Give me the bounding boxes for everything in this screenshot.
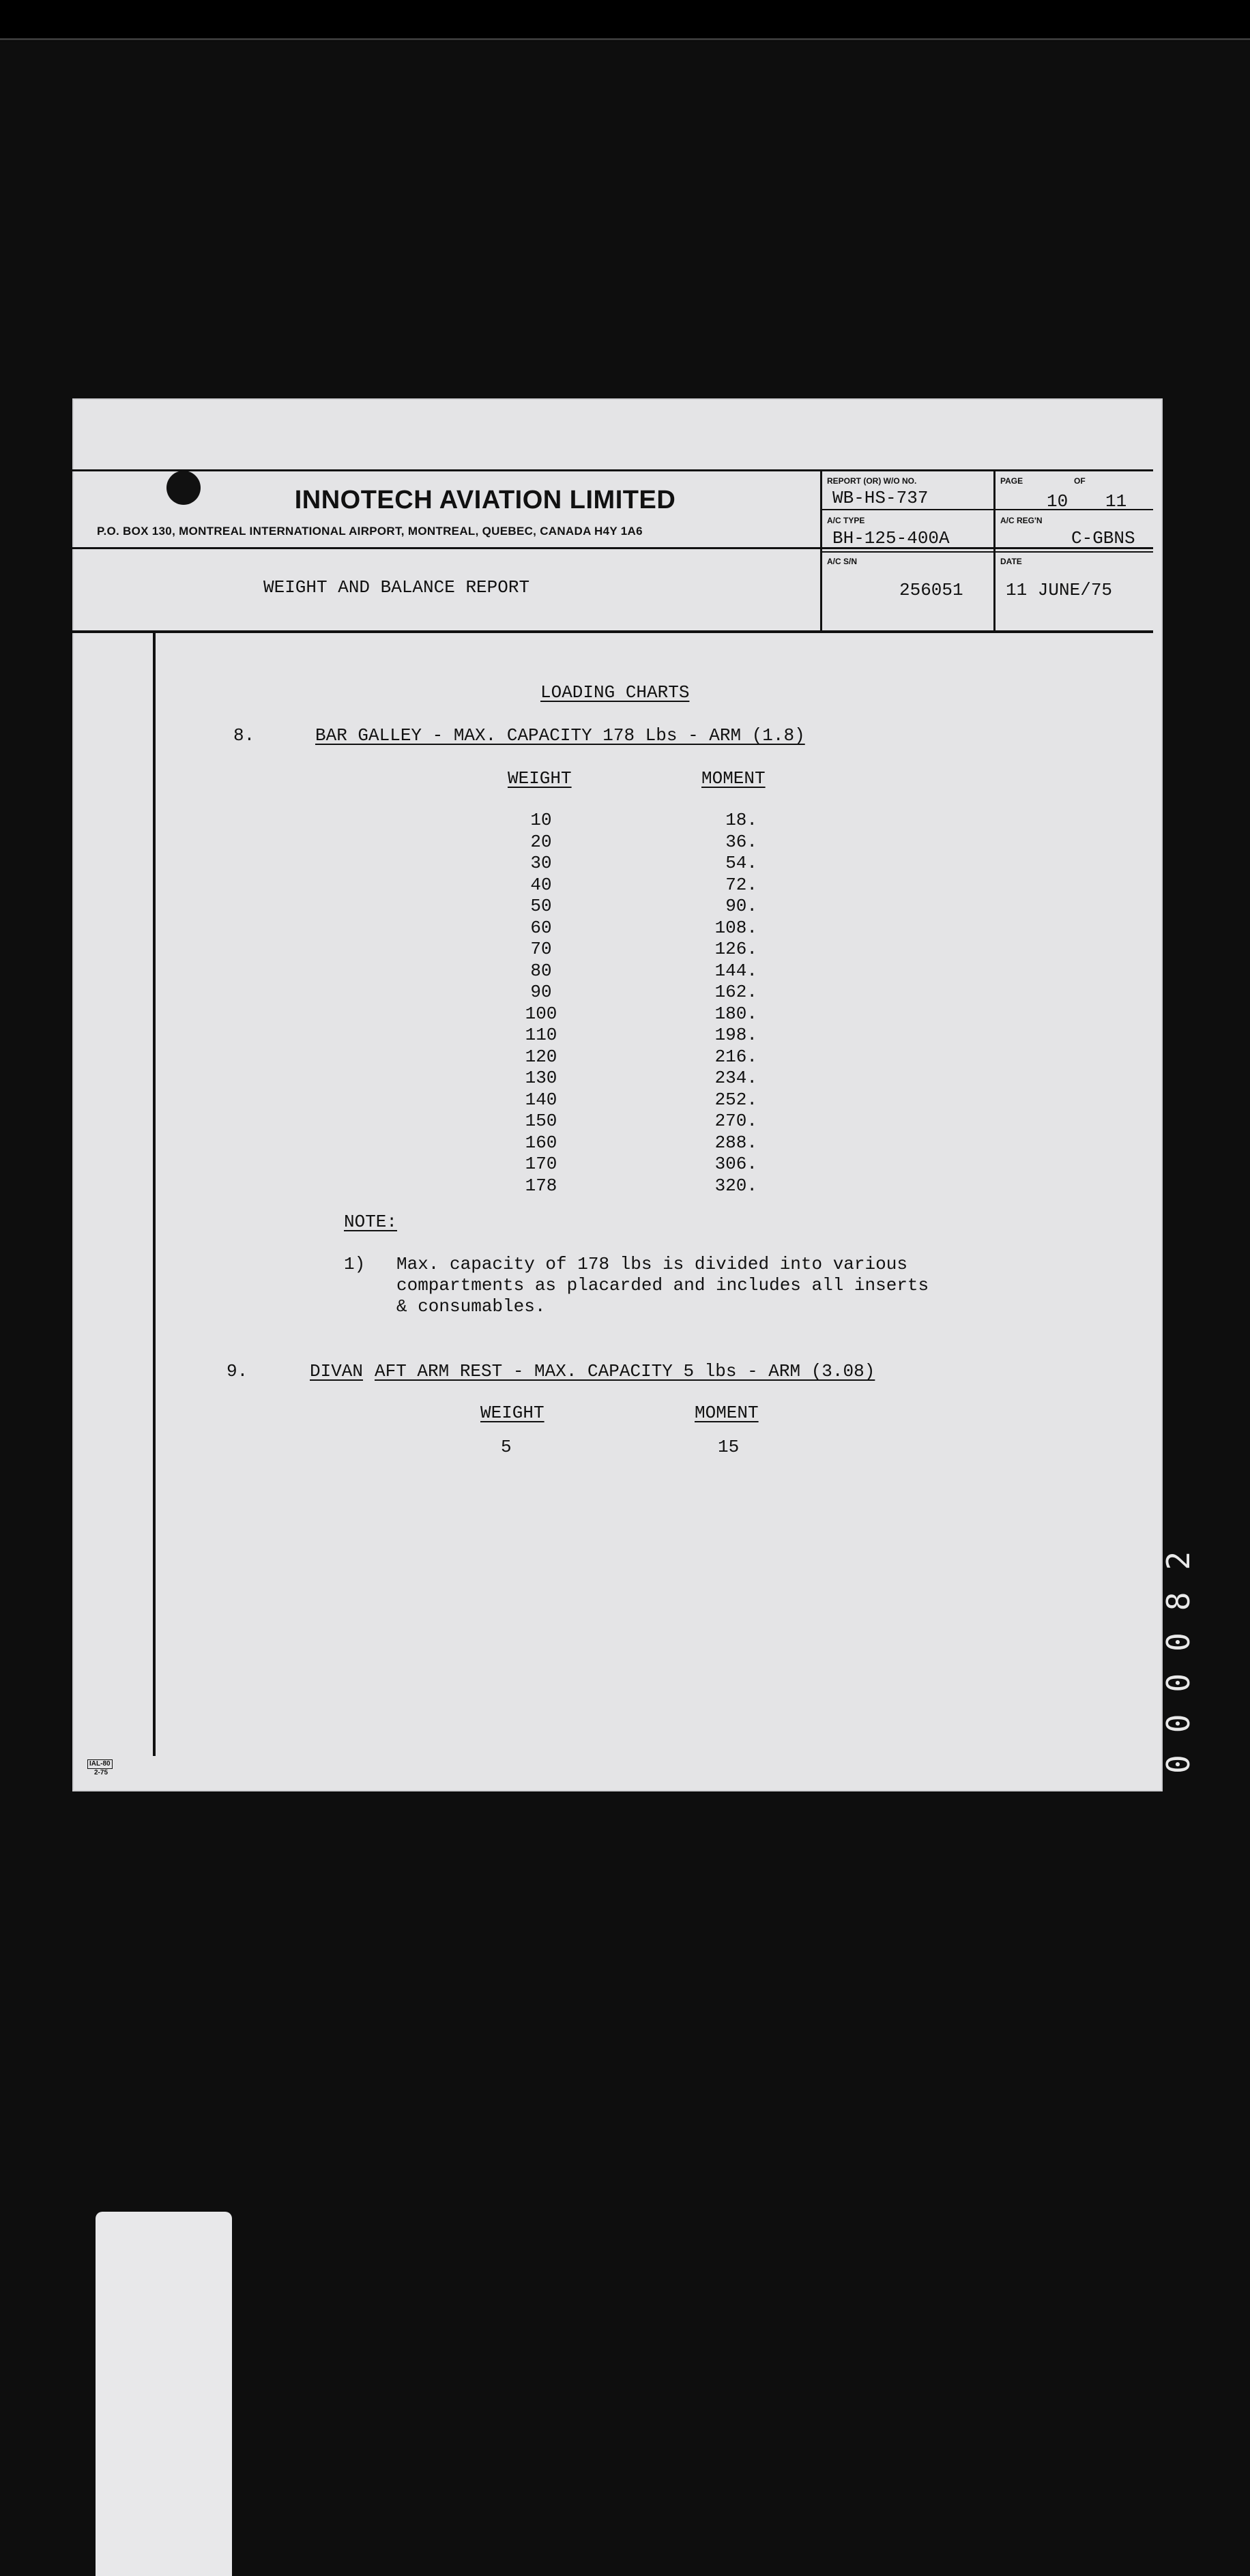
section-9-title-prefix: DIVAN bbox=[310, 1361, 364, 1381]
weight-cell: 90 bbox=[530, 982, 552, 1002]
company-address: P.O. BOX 130, MONTREAL INTERNATIONAL AIRPORT, MONTREAL, QUEBEC, CANADA H4Y 1A6 bbox=[97, 525, 643, 538]
moment-cell: 320. bbox=[714, 1175, 757, 1196]
section-9-moment-value: 15 bbox=[718, 1437, 740, 1457]
note-line-3: & consumables. bbox=[396, 1296, 546, 1317]
document-page bbox=[72, 398, 1163, 1791]
section-8-weight-header: WEIGHT bbox=[508, 768, 572, 789]
form-code-line-1: IAL-80 bbox=[87, 1759, 113, 1769]
section-8-title: BAR GALLEY - MAX. CAPACITY 178 Lbs - ARM (1.8) bbox=[315, 725, 805, 746]
weight-cell: 130 bbox=[525, 1068, 557, 1088]
date-value: 11 JUNE/75 bbox=[1006, 580, 1113, 600]
section-9-weight-value: 5 bbox=[501, 1437, 512, 1457]
left-margin-rule bbox=[153, 630, 156, 1756]
film-top-edge bbox=[0, 0, 1250, 41]
section-9-moment-header: MOMENT bbox=[695, 1403, 759, 1423]
note-line-2: compartments as placarded and includes all inserts bbox=[396, 1275, 929, 1296]
ac-type-value: BH-125-400A bbox=[832, 528, 950, 548]
moment-cell: 72. bbox=[725, 874, 757, 895]
ac-reg-value: C-GBNS bbox=[1071, 528, 1135, 548]
form-code-line-2: 2-75 bbox=[94, 1769, 108, 1776]
note-number: 1) bbox=[344, 1254, 366, 1274]
of-label: OF bbox=[1074, 476, 1086, 486]
report-no-label: REPORT (OR) W/O NO. bbox=[827, 476, 917, 486]
note-label: NOTE: bbox=[344, 1212, 398, 1232]
moment-cell: 270. bbox=[714, 1111, 757, 1131]
report-title: WEIGHT AND BALANCE REPORT bbox=[263, 577, 530, 598]
weight-cell: 160 bbox=[525, 1132, 557, 1153]
header-bottom-rule bbox=[72, 630, 1153, 633]
moment-cell: 198. bbox=[714, 1025, 757, 1045]
report-no-value: WB-HS-737 bbox=[832, 488, 929, 508]
weight-cell: 10 bbox=[530, 810, 552, 830]
weight-cell: 120 bbox=[525, 1046, 557, 1067]
moment-cell: 54. bbox=[725, 853, 757, 873]
weight-cell: 50 bbox=[530, 896, 552, 916]
note-line-1: Max. capacity of 178 lbs is divided into various bbox=[396, 1254, 907, 1274]
moment-cell: 144. bbox=[714, 960, 757, 981]
weight-cell: 170 bbox=[525, 1154, 557, 1174]
weight-cell: 140 bbox=[525, 1089, 557, 1110]
header-mid-rule bbox=[72, 547, 1153, 549]
moment-cell: 126. bbox=[714, 939, 757, 959]
ac-type-label: A/C TYPE bbox=[827, 516, 865, 525]
weight-cell: 40 bbox=[530, 874, 552, 895]
header-top-rule bbox=[72, 469, 1153, 471]
ac-sn-label: A/C S/N bbox=[827, 557, 858, 566]
weight-cell: 178 bbox=[525, 1175, 557, 1196]
moment-cell: 18. bbox=[725, 810, 757, 830]
company-logo-mark bbox=[166, 471, 201, 505]
weight-cell: 110 bbox=[525, 1025, 557, 1045]
form-code bbox=[87, 1759, 113, 1777]
section-9-title: AFT ARM REST - MAX. CAPACITY 5 lbs - ARM (3.08) bbox=[375, 1361, 875, 1381]
weight-cell: 100 bbox=[525, 1003, 557, 1024]
moment-cell: 180. bbox=[714, 1003, 757, 1024]
ac-sn-value: 256051 bbox=[899, 580, 963, 600]
film-frame-number: 000082 bbox=[1160, 1529, 1197, 1774]
date-label: DATE bbox=[1000, 557, 1022, 566]
moment-cell: 36. bbox=[725, 831, 757, 852]
ac-reg-label: A/C REG'N bbox=[1000, 516, 1043, 525]
moment-cell: 306. bbox=[714, 1154, 757, 1174]
loading-charts-heading: LOADING CHARTS bbox=[540, 682, 690, 703]
section-9-number: 9. bbox=[227, 1361, 248, 1381]
page-label: PAGE bbox=[1000, 476, 1023, 486]
page-number: 10 bbox=[1047, 491, 1069, 512]
weight-cell: 20 bbox=[530, 831, 552, 852]
section-8-weight-column bbox=[510, 810, 572, 1197]
moment-cell: 252. bbox=[714, 1089, 757, 1110]
section-9-weight-header: WEIGHT bbox=[480, 1403, 544, 1423]
weight-cell: 150 bbox=[525, 1111, 557, 1131]
moment-cell: 162. bbox=[714, 982, 757, 1002]
moment-cell: 90. bbox=[725, 896, 757, 916]
moment-cell: 108. bbox=[714, 917, 757, 938]
moment-cell: 288. bbox=[714, 1132, 757, 1153]
moment-cell: 234. bbox=[714, 1068, 757, 1088]
info-box-row2-rule bbox=[820, 551, 1153, 553]
weight-cell: 70 bbox=[530, 939, 552, 959]
film-leader-strip bbox=[96, 2212, 232, 2576]
section-8-moment-header: MOMENT bbox=[701, 768, 766, 789]
weight-cell: 80 bbox=[530, 960, 552, 981]
company-name: INNOTECH AVIATION LIMITED bbox=[294, 486, 676, 514]
section-8-number: 8. bbox=[233, 725, 255, 746]
page-total: 11 bbox=[1105, 491, 1127, 512]
section-8-moment-column bbox=[682, 810, 757, 1197]
weight-cell: 60 bbox=[530, 917, 552, 938]
weight-cell: 30 bbox=[530, 853, 552, 873]
film-top-border bbox=[0, 38, 1250, 40]
info-box-row1-rule bbox=[820, 509, 1153, 510]
moment-cell: 216. bbox=[714, 1046, 757, 1067]
